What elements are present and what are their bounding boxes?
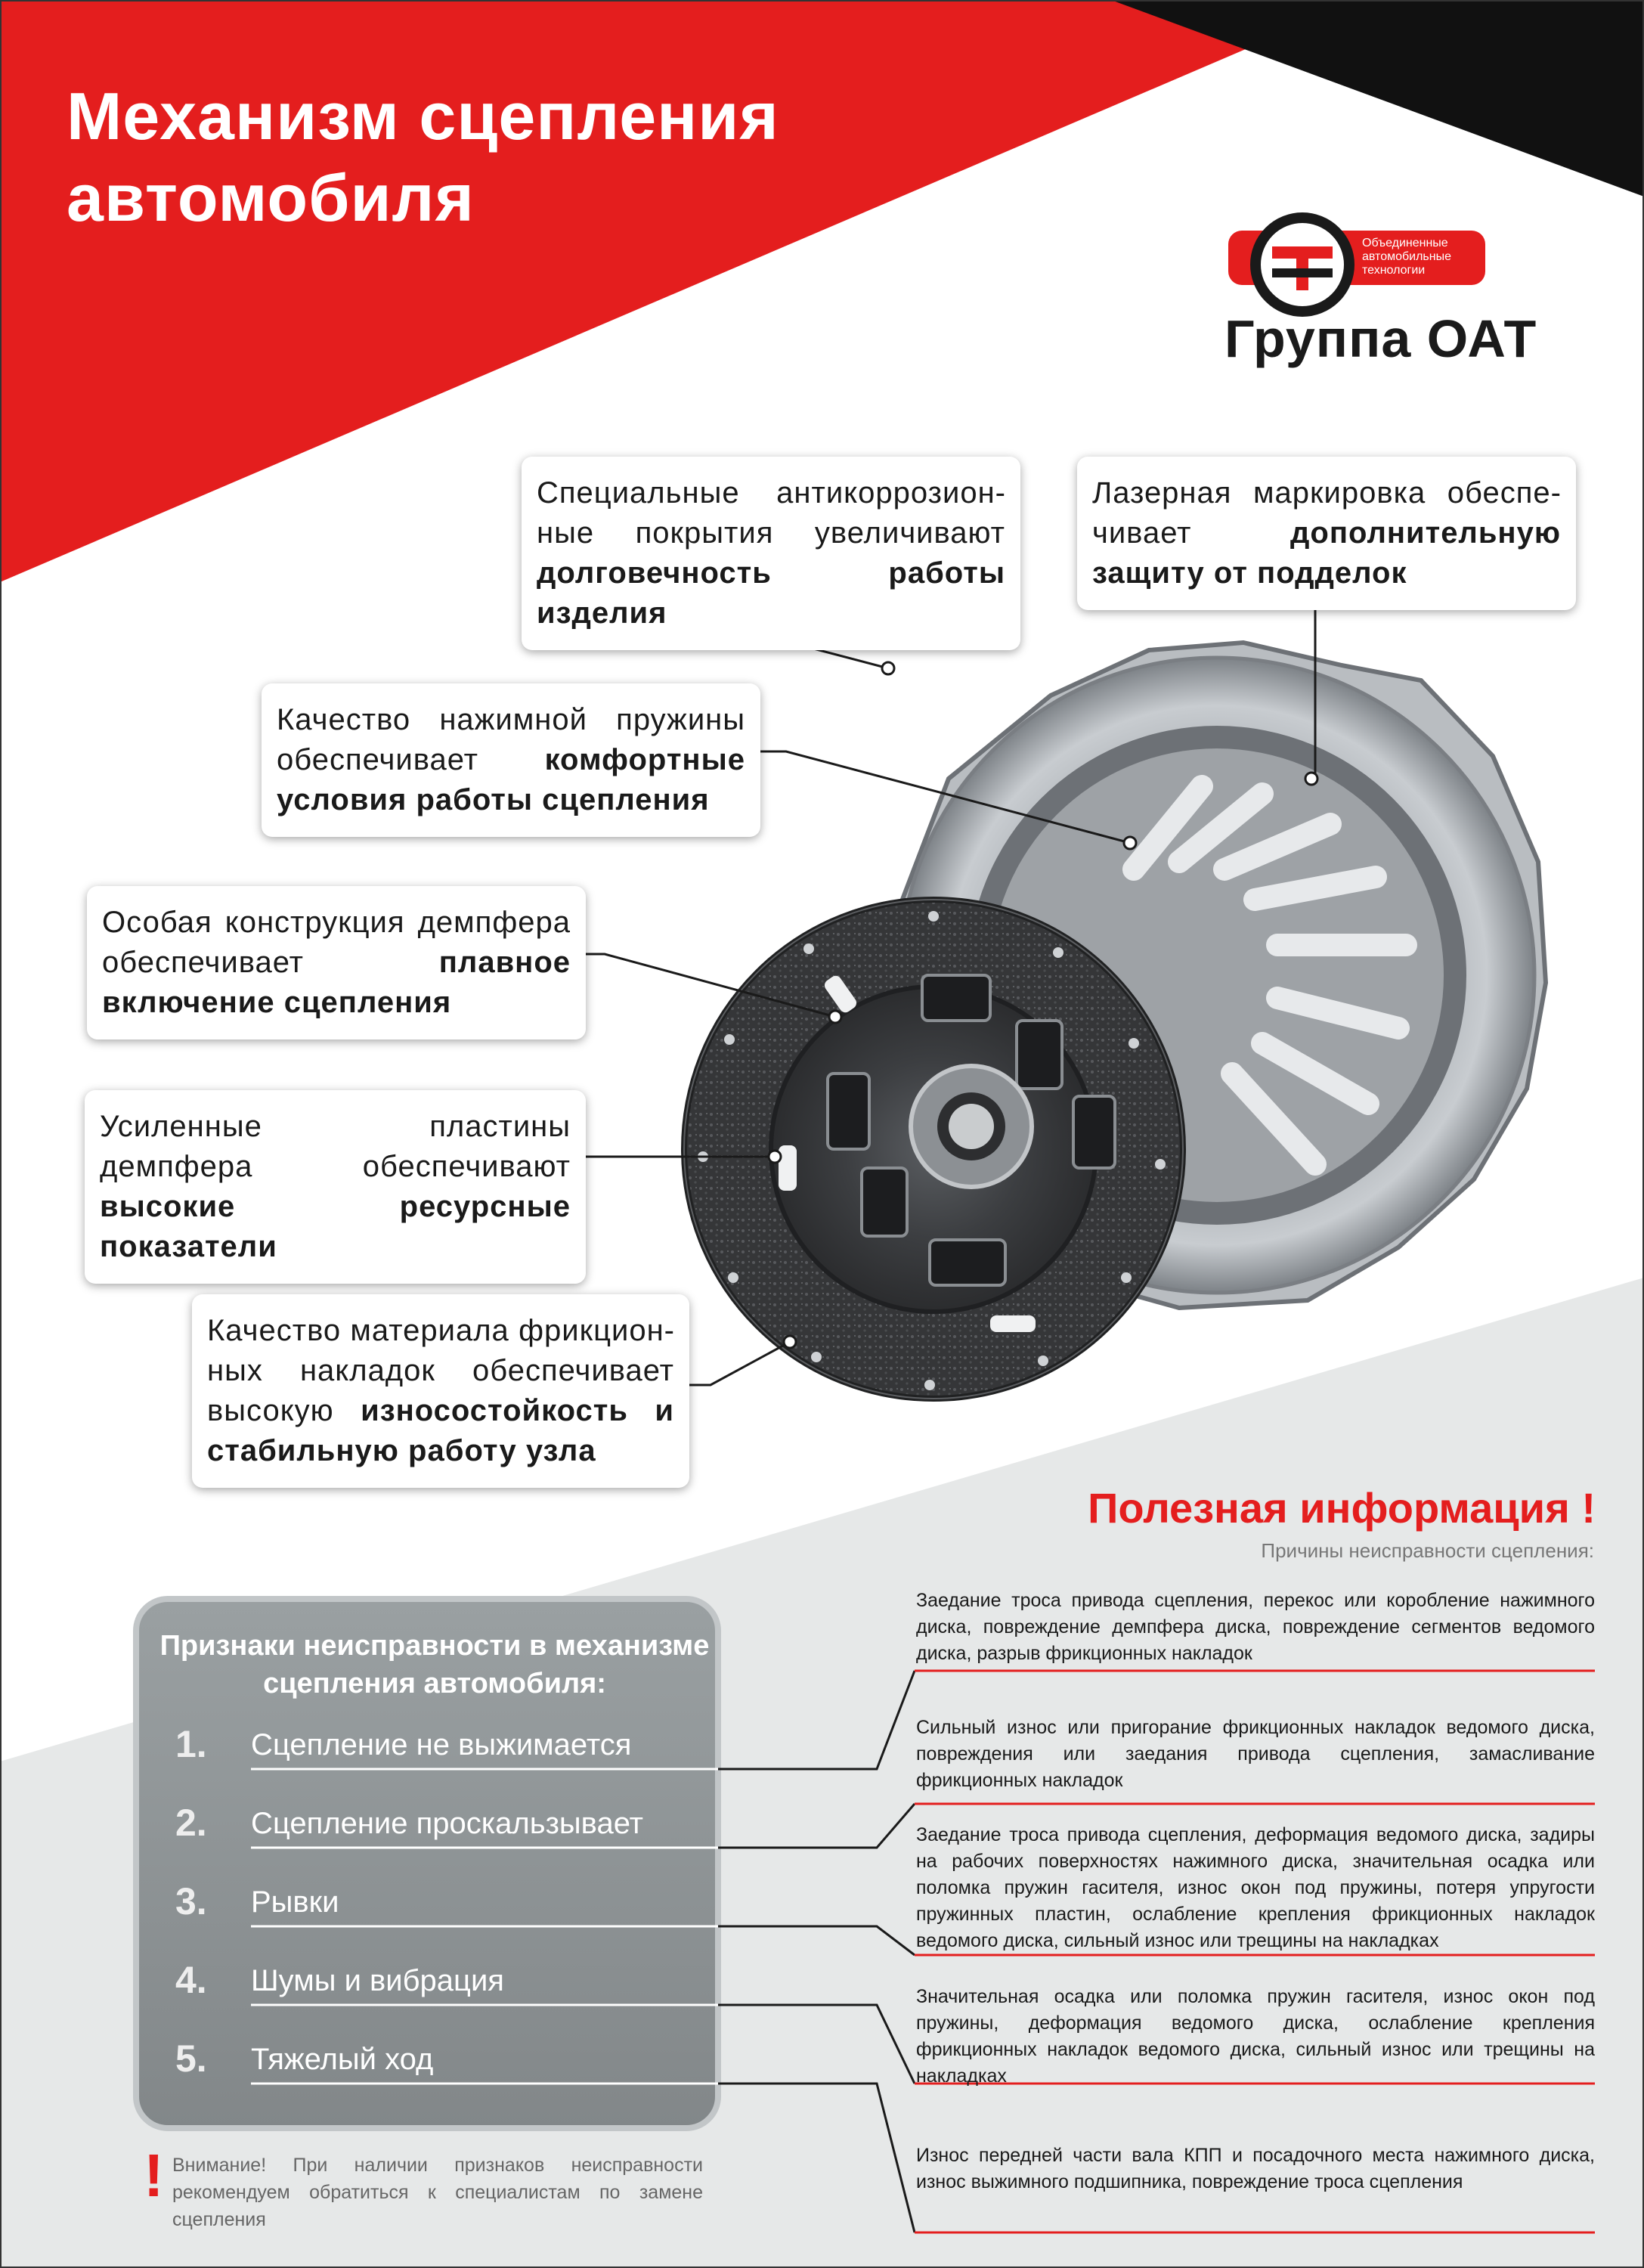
title-line-1: Механизм сцепления [67, 79, 779, 153]
symptom-label: Тяжелый ход [251, 2043, 434, 2076]
callout-damper-plates-text: Усиленные пластины демпфера обеспечивают [100, 1110, 571, 1183]
callout-laser-text: Лазерная маркировка обеспечивает [1092, 476, 1561, 550]
callout-spring-text: Качество нажимной пружины обеспечивает [277, 703, 745, 776]
callout-damper-design [87, 886, 586, 1040]
callout-damper-design-bold: плавное включение сцепления [102, 946, 571, 1019]
warning-exclamation-icon: ! [144, 2142, 164, 2209]
warning-text: Внимание! При наличии признаков неисправности рекомендуем обратиться к специалистам по замене сцепления [172, 2155, 703, 2230]
useful-info-title: Полезная информация ! [1088, 1484, 1596, 1532]
page-title [67, 76, 779, 239]
cause-1: Заедание троса привода сцепления, перекос или коробление нажимного диска, повреждение демпфера диска, повреждение сегментов ведомого диска, разрыв фрикционных накладок [916, 1590, 1595, 1664]
callout-damper-plates-bold: высокие ресурсные показатели [100, 1190, 571, 1263]
symptom-label: Шумы и вибрация [251, 1964, 504, 1997]
callout-laser-bold: дополнительную защиту от подделок [1092, 516, 1561, 590]
symptom-number: 2. [175, 1802, 207, 1844]
callout-anticorrosion [522, 457, 1020, 650]
callout-friction-bold: износостойкость и стабильную работу узла [207, 1394, 674, 1467]
cause-5: Износ передней части вала КПП и посадочного места нажимного диска, износ выжимного подшипника, повреждение троса сцепления [916, 2145, 1595, 2192]
clutch-disc-illustration [684, 900, 1183, 1399]
cause-2: Сильный износ или пригорание фрикционных накладок ведомого диска, повреждения или заедания привода сцепления, замасливание фрикционных накладок [916, 1717, 1595, 1791]
symptom-label: Рывки [251, 1885, 339, 1919]
cause-3: Заедание троса привода сцепления, деформация ведомого диска, задиры на рабочих поверхностях нажимного диска, значительная осадка или поломка пружин гасителя, износ окон под пружины, потеря упругости пружинных пластин, ослабление крепления фрикционных накладок ведомого диска, сильный износ или трещины на накладках [916, 1824, 1595, 1951]
callout-friction [192, 1294, 689, 1488]
callout-damper-plates [85, 1090, 586, 1284]
symptom-number: 4. [175, 1959, 207, 2001]
logo-name: Группа ОАТ [1224, 309, 1537, 368]
symptom-label: Сцепление проскальзывает [251, 1807, 643, 1840]
symptoms-title: Признаки неисправности в механизме сцепления автомобиля: [159, 1630, 710, 1699]
logo-tagline: Объединенные автомобильные технологии [1362, 237, 1451, 277]
cause-4: Значительная осадка или поломка пружин гасителя, износ окон под пружины, деформация ведомого диска, ослабление крепления фрикционных накладок ведомого диска, сильный износ или трещины на накладках [916, 1986, 1595, 2087]
title-line-2: автомобиля [67, 160, 475, 235]
black-corner-wedge [1111, 0, 1644, 197]
useful-info-subtitle: Причины неисправности сцепления: [1261, 1539, 1594, 1562]
callout-spring [262, 683, 760, 837]
callout-damper-design-text: Особая конструкция демпфера обеспечивает [102, 906, 571, 979]
callout-laser [1077, 457, 1576, 610]
callout-friction-text: Качество материала фрикционных накладок обеспечивает высокую [207, 1314, 674, 1427]
symptom-label: Сцепление не выжимается [251, 1728, 632, 1761]
symptom-number: 3. [175, 1880, 207, 1923]
symptom-number: 1. [175, 1723, 207, 1765]
callout-anticorrosion-text: Специальные антикоррозионные покрытия увеличивают [537, 476, 1005, 550]
callout-anticorrosion-bold: долговечность работы изделия [537, 556, 1005, 630]
callout-spring-bold: комфортные условия работы сцепления [277, 743, 745, 816]
symptom-number: 5. [175, 2037, 207, 2080]
